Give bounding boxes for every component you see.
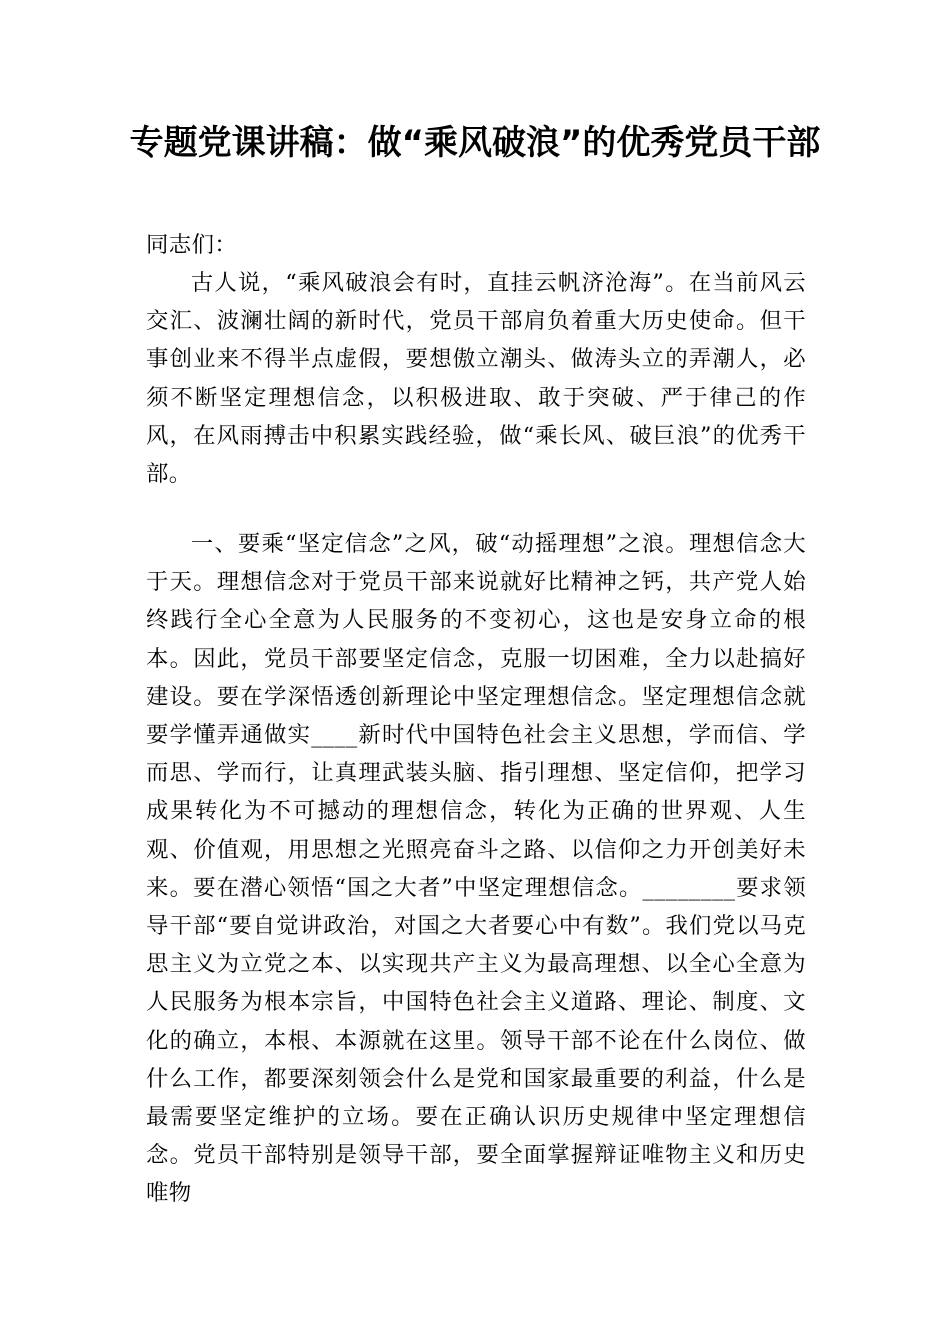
document-title: 专题党课讲稿：做“乘风破浪”的优秀党员干部 xyxy=(129,123,821,163)
paragraph-section-one xyxy=(146,525,806,1213)
paragraph-text: 一、要乘“坚定信念”之风，破“动摇理想”之浪。理想信念大于天。理想信念对于党员干部来说就好比精神之钙，共产党人始终践行全心全意为人民服务的不变初心，这也是安身立命的根本。因此，党员干部要坚定信念，克服一切困难，全力以赴搞好建设。要在学深悟透创新理论中坚定理想信念。坚定理想信念就要学懂弄通做实____新时代中国特色社会主义思想，学而信、学而思、学而行，让真理武装头脑、指引理想、坚定信仰，把学习成果转化为不可撼动的理想信念，转化为正确的世界观、人生观、价值观，用思想之光照亮奋斗之路、以信仰之力开创美好未来。要在潜心领悟“国之大者”中坚定理想信念。________要求领导干部“要自觉讲政治，对国之大者要心中有数”。我们党以马克思主义为立党之本、以实现共产主义为最高理想、以全心全意为人民服务为根本宗旨，中国特色社会主义道路、理论、制度、文化的确立，本根、本源就在这里。领导干部不论在什么岗位、做什么工作，都要深刻领会什么是党和国家最重要的利益，什么是最需要坚定维护的立场。要在正确认识历史规律中坚定理想信念。党员干部特别是领导干部，要全面掌握辩证唯物主义和历史唯物 xyxy=(146,531,806,1207)
paragraph-intro xyxy=(146,264,806,493)
paragraph-text: 古人说，“乘风破浪会有时，直挂云帆济沧海”。在当前风云交汇、波澜壮阔的新时代，党员干部肩负着重大历史使命。但干事创业来不得半点虚假，要想傲立潮头、做涛头立的弄潮人，必须不断坚定理想信念，以积极进取、敢于突破、严于律己的作风，在风雨搏击中积累实践经验，做“乘长风、破巨浪”的优秀干部。 xyxy=(146,270,806,488)
salutation: 同志们： xyxy=(146,232,238,258)
